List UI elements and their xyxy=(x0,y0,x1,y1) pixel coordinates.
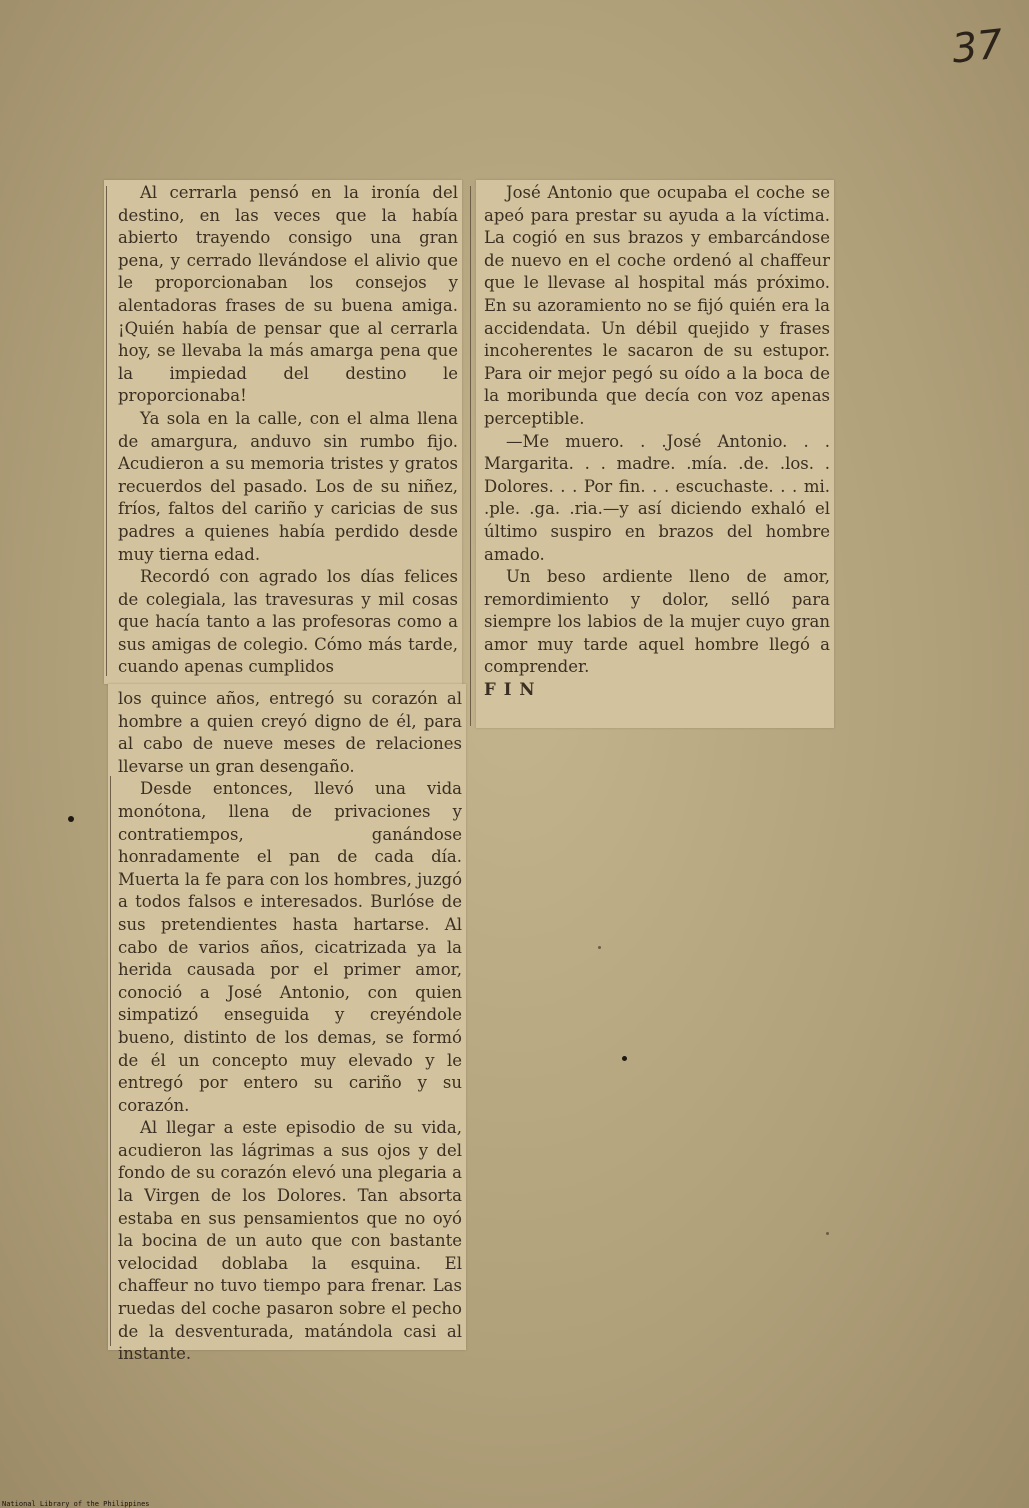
clipping-edge xyxy=(470,186,471,726)
paragraph: José Antonio que ocupaba el coche se apeó para prestar su ayuda a la víctima. La cogió en sus brazos y embarcándose de nuevo en el coche ordenó al chaffeur que le llevase al hospital más próximo. En su azoramiento no se fijó quién era la accidendata. Un débil quejido y frases incoherentes le sacaron de su estupor. Para oir mejor pegó su oído a la boca de la moribunda que decía con voz apenas perceptible. xyxy=(484,183,830,428)
paragraph: los quince años, entregó su corazón al hombre a quien creyó digno de él, para al cabo de nueve meses de relaciones llevarse un gran desengaño. xyxy=(118,689,462,776)
paragraph: Al cerrarla pensó en la ironía del destino, en las veces que la había abierto trayendo consigo una gran pena, y cerrado llevándose el alivio que le proporcionaban los consejos y alentadoras frases de su buena amiga. ¡Quién había de pensar que al cerrarla hoy, se llevaba la más amarga pena que la impiedad del destino le proporcionaba! xyxy=(118,183,458,406)
clipping-edge xyxy=(110,776,111,1346)
paragraph: Ya sola en la calle, con el alma llena de amargura, anduvo sin rumbo fijo. Acudieron a su memoria tristes y gratos recuerdos del pasado. Los de su niñez, fríos, faltos del cariño y caricias de sus padres a quienes había perdido desde muy tierna edad. xyxy=(118,408,458,564)
paragraph: —Me muero. . .José Antonio. . . Margarita. . . madre. .mía. .de. .los. . Dolores. . . Por fin. . . escuchaste. . . mi. .ple. .ga. .ria.—y así diciendo exhaló el último suspiro en brazos del hombre amado. xyxy=(484,431,830,564)
paragraph: Desde entonces, llevó una vida monótona, llena de privaciones y contratiempos, ganándose honradamente el pan de cada día. Muerta la fe para con los hombres, juzgó a todos falsos e interesados. Burlóse de sus pretendientes hasta hartarse. Al cabo de varios años, cicatrizada ya la herida causada por el primer amor, conoció a José Antonio, con quien simpatizó enseguida y creyéndole bueno, distinto de los demas, se formó de él un concepto muy elevado y le entregó por entero su cariño y su corazón. xyxy=(118,779,463,1115)
end-mark: FIN xyxy=(484,680,543,700)
page-number: 37 xyxy=(949,21,1006,73)
paragraph: Un beso ardiente lleno de amor, remordimiento y dolor, selló para siempre los labios de la mujer cuyo gran amor muy tarde aquel hombre llegó a comprender. xyxy=(484,567,830,677)
library-footer: National Library of the Philippines xyxy=(2,1500,150,1508)
speck xyxy=(622,1056,627,1061)
clipping-column-2 xyxy=(476,180,834,728)
speck xyxy=(826,1232,829,1235)
clipping-column-1-bottom xyxy=(108,684,466,1364)
speck xyxy=(68,816,74,822)
speck xyxy=(598,946,601,949)
clipping-edge xyxy=(106,186,107,676)
paragraph: Al llegar a este episodio de su vida, acudieron las lágrimas a sus ojos y del fondo de su corazón elevó una plegaria a la Virgen de los Dolores. Tan absorta estaba en sus pensamientos que no oyó la bocina de un auto que con bastante velocidad doblaba la esquina. El chaffeur no tuvo tiempo para frenar. Las ruedas del coche pasaron sobre el pecho de la desventurada, matándola casi al instante. xyxy=(118,1118,462,1364)
paragraph: Recordó con agrado los días felices de colegiala, las travesuras y mil cosas que hacía tanto a las profesoras como a sus amigas de colegio. Cómo más tarde, cuando apenas cumplidos xyxy=(118,567,458,677)
clipping-column-1-top xyxy=(104,180,462,684)
